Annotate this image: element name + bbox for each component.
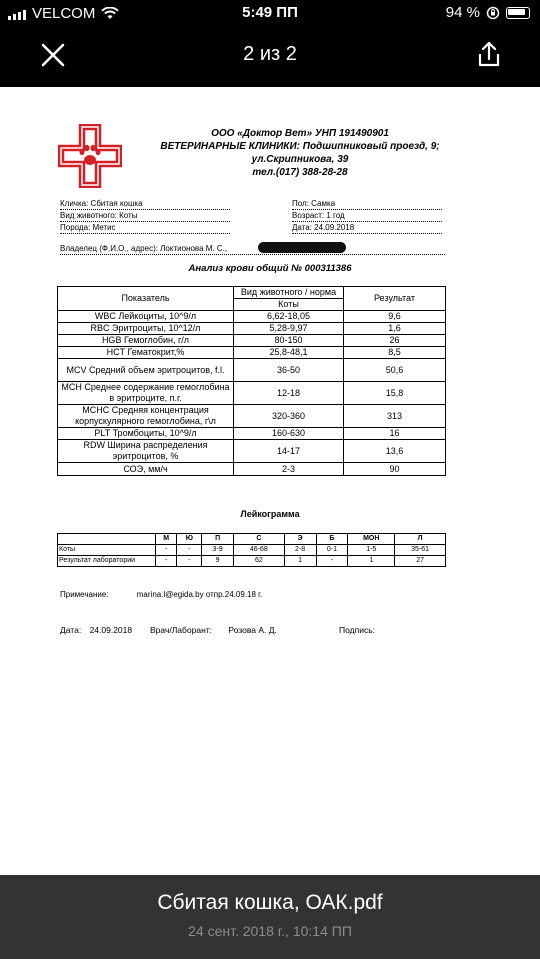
clock: 5:49 ПП (242, 4, 298, 21)
leukogram-norm-cell: 46-68 (234, 545, 285, 556)
leukogram-result-cell: 9 (202, 556, 234, 567)
cell-norm: 160-630 (234, 428, 344, 440)
leukogram-result-cell: 1 (284, 556, 316, 567)
leukogram-header-blank (58, 534, 156, 545)
analysis-title: Анализ крови общий № 000311386 (188, 263, 352, 274)
battery-icon (506, 7, 530, 19)
table-row (58, 311, 446, 323)
cell-result: 15,8 (344, 382, 446, 405)
footer-date-value: 24.09.2018 (89, 625, 133, 635)
blood-test-table (57, 286, 446, 476)
leukogram-norm-cell: 2-8 (284, 545, 316, 556)
table-row (58, 382, 446, 405)
note-label: Примечание: (60, 590, 109, 599)
table-row (58, 347, 446, 359)
top-bar (0, 0, 540, 87)
leukogram-result-cell: 62 (234, 556, 285, 567)
table-row (58, 463, 446, 476)
footer-date (60, 625, 132, 635)
status-bar (0, 0, 540, 28)
footer-signature: Подпись: (339, 625, 376, 635)
cell-result: 16 (344, 428, 446, 440)
leukogram-header-cell: Л (395, 534, 446, 545)
cell-name: WBC Лейкоциты, 10^9/л (58, 311, 234, 323)
clinic-address-1: ВЕТЕРИНАРНЫЕ КЛИНИКИ: Подшипниковый проезд, 9; (160, 141, 440, 152)
patient-breed: Порода: Метис (60, 222, 230, 234)
patient-sex: Пол: Самка (292, 198, 442, 210)
cell-name: RBC Эритроциты, 10^12/л (58, 323, 234, 335)
leukogram-norm-cell: - (156, 545, 177, 556)
note-value: marina.l@egida.by отпр.24.09.18 г. (136, 590, 263, 599)
leukogram-header-cell: Э (284, 534, 316, 545)
table-row (58, 359, 446, 382)
footer-date-label: Дата: (60, 625, 82, 635)
leukogram-norm-cell: 3-9 (202, 545, 234, 556)
cell-name: СОЭ, мм/ч (58, 463, 234, 476)
cell-result: 8,5 (344, 347, 446, 359)
cell-norm: 5,28-9,97 (234, 323, 344, 335)
cell-result: 9,6 (344, 311, 446, 323)
cell-result: 1,6 (344, 323, 446, 335)
owner-field: Владелец (Ф.И.О., адрес): Локтионова М. С., (60, 243, 445, 255)
table-row (58, 440, 446, 463)
cell-result: 90 (344, 463, 446, 476)
cell-name: MCHC Средняя концентрация корпускулярного гемоглобина, г\л (58, 405, 234, 428)
patient-age: Возраст: 1 год (292, 210, 442, 222)
cell-result: 50,6 (344, 359, 446, 382)
leukogram-header-cell: М (156, 534, 177, 545)
col-norm: Вид животного / норма (234, 287, 344, 299)
cell-norm: 36-50 (234, 359, 344, 382)
leukogram-table (57, 533, 446, 567)
col-indicator: Показатель (58, 287, 234, 311)
leukogram-norm-cell: 0-1 (316, 545, 348, 556)
leukogram-result-cell: - (177, 556, 202, 567)
cell-norm: 2-3 (234, 463, 344, 476)
cell-name: RDW Ширина распределения эритроцитов, % (58, 440, 234, 463)
leukogram-result-cell: 27 (395, 556, 446, 567)
analysis-date: Дата: 24.09.2018 (292, 222, 442, 234)
clinic-header (130, 127, 470, 179)
cell-norm: 320-360 (234, 405, 344, 428)
viewer-nav (0, 36, 540, 72)
carrier-name: VELCOM (32, 5, 96, 22)
cell-norm: 12-18 (234, 382, 344, 405)
leukogram-title: Лейкограмма (240, 509, 300, 519)
col-species: Коты (234, 299, 344, 311)
cell-name: PLT Тромбоциты, 10^9/л (58, 428, 234, 440)
leukogram-norm-cell: 1-5 (348, 545, 395, 556)
file-name: Сбитая кошка, ОАК.pdf (157, 891, 383, 914)
page-counter: 2 из 2 (243, 43, 297, 65)
cell-name: MCV Средний объем эритроцитов, f.l. (58, 359, 234, 382)
leukogram-result-cell: 1 (348, 556, 395, 567)
leukogram-norm-cell: - (177, 545, 202, 556)
pdf-page (0, 87, 540, 875)
share-icon[interactable] (472, 38, 506, 72)
note-row (60, 590, 262, 599)
cell-norm: 25,8-48,1 (234, 347, 344, 359)
cell-result: 313 (344, 405, 446, 428)
leukogram-norm-cell: 35-61 (395, 545, 446, 556)
battery-percent: 94 % (445, 4, 480, 21)
cell-name: MCH Среднее содержание гемоглобина в эритроците, п.г. (58, 382, 234, 405)
cell-norm: 14-17 (234, 440, 344, 463)
clinic-address-2: ул.Скрипникова, 39 (251, 154, 349, 165)
leukogram-result-cell: - (316, 556, 348, 567)
patient-species: Вид животного: Коты (60, 210, 230, 222)
leukogram-result-label: Результат лаборатории (58, 556, 156, 567)
table-row (58, 335, 446, 347)
cell-name: HCT Гематокрит,% (58, 347, 234, 359)
table-row (58, 428, 446, 440)
leukogram-header-cell: П (202, 534, 234, 545)
file-info-bar (0, 875, 540, 959)
redaction-mark (258, 242, 346, 253)
col-result: Результат (344, 287, 446, 311)
leukogram-header-cell: Ю (177, 534, 202, 545)
cell-norm: 6,62-18,05 (234, 311, 344, 323)
file-date: 24 сент. 2018 г., 10:14 ПП (188, 923, 352, 939)
table-row (58, 323, 446, 335)
footer-doctor (150, 625, 277, 635)
patient-nickname: Кличка: Сбитая кошка (60, 198, 230, 210)
cell-result: 26 (344, 335, 446, 347)
clinic-phone: тел.(017) 388-28-28 (252, 167, 348, 178)
table-row (58, 405, 446, 428)
leukogram-header-cell: С (234, 534, 285, 545)
leukogram-result-cell: - (156, 556, 177, 567)
cell-result: 13,6 (344, 440, 446, 463)
clinic-name: ООО «Доктор Вет» УНП 191490901 (211, 128, 389, 139)
cell-name: HGB Гемоглобин, г/л (58, 335, 234, 347)
footer-doctor-label: Врач/Лаборант: (150, 625, 213, 635)
footer-doctor-value: Розова А. Д. (228, 625, 277, 635)
leukogram-header-cell: Б (316, 534, 348, 545)
rotation-lock-icon (486, 6, 500, 20)
cell-norm: 80-150 (234, 335, 344, 347)
leukogram-norm-label: Коты (58, 545, 156, 556)
clinic-logo-icon (58, 124, 122, 188)
leukogram-header-cell: МОН (348, 534, 395, 545)
